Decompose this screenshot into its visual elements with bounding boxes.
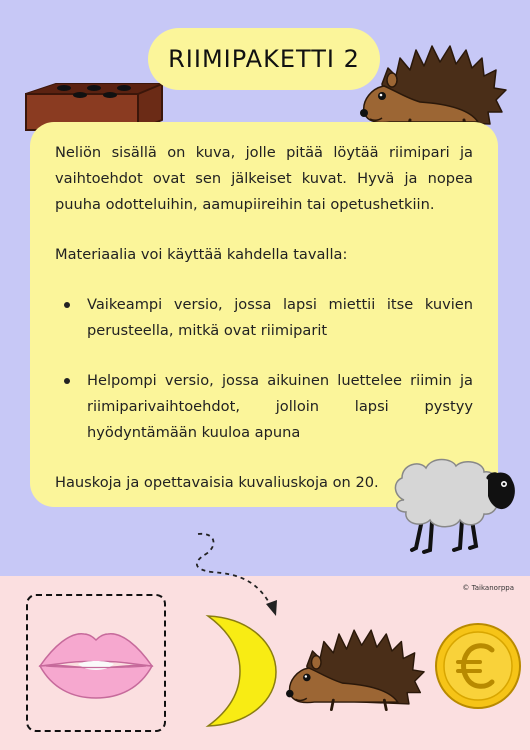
option-list	[55, 292, 473, 446]
list-item: Vaikeampi versio, jossa lapsi miettii itse kuvien perusteella, mitkä ovat riimiparit	[55, 292, 473, 344]
page-title: RIIMIPAKETTI 2	[168, 45, 360, 73]
title-badge	[148, 28, 380, 90]
usage-heading: Materiaalia voi käyttää kahdella tavalla:	[55, 246, 348, 263]
lips-illustration	[36, 626, 156, 702]
summary-paragraph: Hauskoja ja opettavaisia kuvaliuskoja on 20.	[55, 474, 379, 491]
intro-paragraph: Neliön sisällä on kuva, jolle pitää löytää riimipari ja vaihtoehdot ovat sen jälkeiset kuvat. Hyvä ja nopea puuha odotteluihin, aamupiireihin tai opetushetkiin.	[55, 144, 473, 213]
hedgehog-illustration	[286, 622, 426, 714]
hedgehog-illustration	[360, 40, 508, 132]
copyright-text: © Taikanorppa	[462, 584, 514, 592]
euro-coin-illustration	[434, 622, 522, 710]
dashed-arrow	[176, 528, 286, 620]
sheep-illustration	[388, 456, 520, 558]
moon-illustration	[200, 612, 280, 730]
info-card-text	[55, 140, 473, 496]
list-item: Helpompi versio, jossa aikuinen luettelee riimin ja riimiparivaihtoehdot, jolloin lapsi pystyy hyödyntämään kuuloa apuna	[55, 368, 473, 446]
